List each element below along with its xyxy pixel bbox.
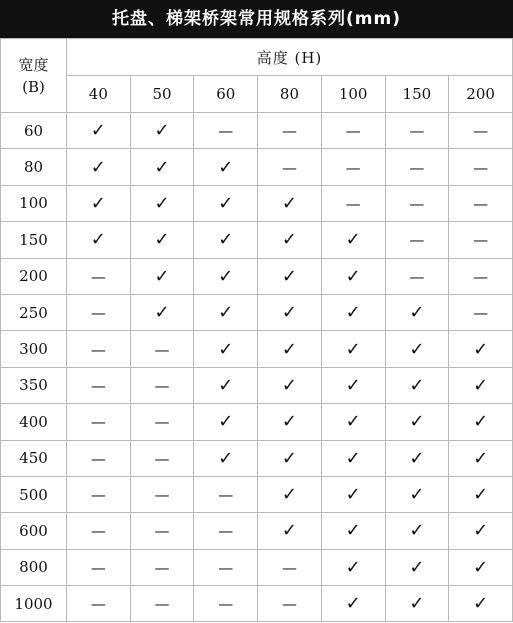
- dash-icon: —: [90, 449, 106, 468]
- table-row: [1, 476, 513, 512]
- dash-icon: —: [218, 558, 234, 577]
- table-cell: [67, 258, 131, 294]
- table-cell: [258, 513, 322, 549]
- check-icon: ✓: [281, 484, 297, 506]
- table-cell: [449, 258, 513, 294]
- check-icon: ✓: [281, 192, 297, 214]
- dash-icon: —: [473, 304, 489, 323]
- width-value: 450: [1, 440, 67, 476]
- check-icon: ✓: [345, 520, 361, 542]
- check-icon: ✓: [281, 411, 297, 433]
- table-cell: [67, 331, 131, 367]
- check-icon: ✓: [281, 447, 297, 469]
- dash-icon: —: [90, 522, 106, 541]
- table-cell: [385, 149, 449, 185]
- table-cell: [321, 113, 385, 149]
- table-cell: [130, 404, 194, 440]
- dash-icon: —: [473, 122, 489, 141]
- check-icon: ✓: [345, 484, 361, 506]
- check-icon: ✓: [154, 229, 170, 251]
- check-icon: ✓: [90, 229, 106, 251]
- dash-icon: —: [473, 231, 489, 250]
- table-row: [1, 367, 513, 403]
- table-cell: [194, 258, 258, 294]
- table-cell: [321, 294, 385, 330]
- table-cell: [449, 113, 513, 149]
- table-cell: [258, 331, 322, 367]
- table-cell: [194, 367, 258, 403]
- table-cell: [321, 331, 385, 367]
- dash-icon: —: [473, 158, 489, 177]
- height-col-header: 80: [258, 76, 322, 113]
- table-cell: [258, 222, 322, 258]
- check-icon: ✓: [154, 156, 170, 178]
- check-icon: ✓: [281, 265, 297, 287]
- table-cell: [449, 367, 513, 403]
- table-cell: [194, 440, 258, 476]
- check-icon: ✓: [90, 192, 106, 214]
- table-cell: [449, 185, 513, 221]
- table-cell: [130, 440, 194, 476]
- table-cell: [130, 258, 194, 294]
- check-icon: ✓: [345, 556, 361, 578]
- table-body: [1, 113, 513, 622]
- width-value: 100: [1, 185, 67, 221]
- height-col-header: 60: [194, 76, 258, 113]
- width-value: 600: [1, 513, 67, 549]
- check-icon: ✓: [473, 520, 489, 542]
- table-cell: [67, 404, 131, 440]
- table-row: [1, 185, 513, 221]
- dash-icon: —: [154, 486, 170, 505]
- table-cell: [449, 331, 513, 367]
- check-icon: ✓: [154, 302, 170, 324]
- table-cell: [67, 294, 131, 330]
- check-icon: ✓: [281, 229, 297, 251]
- table-row: [1, 294, 513, 330]
- dash-icon: —: [281, 158, 297, 177]
- table-cell: [258, 404, 322, 440]
- table-cell: [321, 549, 385, 585]
- table-title: 托盘、梯架桥架常用规格系列(mm): [0, 0, 513, 38]
- table-cell: [321, 440, 385, 476]
- table-cell: [258, 185, 322, 221]
- table-cell: [194, 549, 258, 585]
- table-cell: [385, 404, 449, 440]
- dash-icon: —: [90, 267, 106, 286]
- check-icon: ✓: [409, 338, 425, 360]
- dash-icon: —: [345, 194, 361, 213]
- dash-icon: —: [281, 122, 297, 141]
- height-col-header: 150: [385, 76, 449, 113]
- width-value: 1000: [1, 586, 67, 622]
- table-cell: [321, 222, 385, 258]
- check-icon: ✓: [218, 411, 234, 433]
- table-cell: [321, 258, 385, 294]
- table-cell: [130, 149, 194, 185]
- table-cell: [194, 476, 258, 512]
- height-col-header: 200: [449, 76, 513, 113]
- table-cell: [258, 586, 322, 622]
- check-icon: ✓: [154, 265, 170, 287]
- dash-icon: —: [281, 558, 297, 577]
- check-icon: ✓: [473, 447, 489, 469]
- dash-icon: —: [218, 122, 234, 141]
- dash-icon: —: [345, 122, 361, 141]
- table-cell: [258, 476, 322, 512]
- dash-icon: —: [90, 558, 106, 577]
- dash-icon: —: [90, 376, 106, 395]
- dash-icon: —: [409, 194, 425, 213]
- header-row-1: [1, 39, 513, 76]
- dash-icon: —: [154, 413, 170, 432]
- table-cell: [385, 294, 449, 330]
- check-icon: ✓: [345, 411, 361, 433]
- check-icon: ✓: [345, 265, 361, 287]
- table-cell: [449, 440, 513, 476]
- width-header-label: 宽度: [18, 55, 49, 74]
- check-icon: ✓: [473, 374, 489, 396]
- table-cell: [321, 185, 385, 221]
- check-icon: ✓: [345, 302, 361, 324]
- table-cell: [258, 113, 322, 149]
- check-icon: ✓: [154, 192, 170, 214]
- table-cell: [449, 149, 513, 185]
- table-cell: [67, 476, 131, 512]
- dash-icon: —: [409, 122, 425, 141]
- check-icon: ✓: [473, 484, 489, 506]
- width-value: 80: [1, 149, 67, 185]
- table-cell: [130, 113, 194, 149]
- table-cell: [449, 404, 513, 440]
- table-cell: [67, 113, 131, 149]
- table-cell: [385, 476, 449, 512]
- width-value: 800: [1, 549, 67, 585]
- table-cell: [67, 367, 131, 403]
- table-cell: [449, 549, 513, 585]
- table-row: [1, 149, 513, 185]
- table-cell: [449, 586, 513, 622]
- check-icon: ✓: [218, 338, 234, 360]
- table-cell: [67, 549, 131, 585]
- check-icon: ✓: [281, 338, 297, 360]
- dash-icon: —: [218, 595, 234, 614]
- header-row-2: [1, 76, 513, 113]
- check-icon: ✓: [409, 484, 425, 506]
- width-value: 400: [1, 404, 67, 440]
- table-cell: [449, 294, 513, 330]
- table-cell: [385, 586, 449, 622]
- dash-icon: —: [345, 158, 361, 177]
- check-icon: ✓: [409, 593, 425, 615]
- table-cell: [385, 513, 449, 549]
- check-icon: ✓: [281, 520, 297, 542]
- dash-icon: —: [409, 267, 425, 286]
- dash-icon: —: [154, 376, 170, 395]
- width-value: 350: [1, 367, 67, 403]
- check-icon: ✓: [218, 156, 234, 178]
- check-icon: ✓: [218, 265, 234, 287]
- table-cell: [321, 367, 385, 403]
- table-cell: [194, 404, 258, 440]
- dash-icon: —: [409, 158, 425, 177]
- width-value: 250: [1, 294, 67, 330]
- check-icon: ✓: [90, 156, 106, 178]
- dash-icon: —: [154, 449, 170, 468]
- table-cell: [449, 476, 513, 512]
- check-icon: ✓: [345, 374, 361, 396]
- table-cell: [258, 367, 322, 403]
- spec-table: [0, 38, 513, 622]
- check-icon: ✓: [281, 374, 297, 396]
- height-col-header: 40: [67, 76, 131, 113]
- width-value: 500: [1, 476, 67, 512]
- table-cell: [130, 331, 194, 367]
- table-cell: [194, 331, 258, 367]
- table-cell: [258, 258, 322, 294]
- table-cell: [385, 440, 449, 476]
- check-icon: ✓: [473, 593, 489, 615]
- table-cell: [67, 440, 131, 476]
- check-icon: ✓: [409, 556, 425, 578]
- table-cell: [258, 149, 322, 185]
- table-row: [1, 331, 513, 367]
- table-cell: [194, 113, 258, 149]
- check-icon: ✓: [409, 520, 425, 542]
- table-cell: [194, 222, 258, 258]
- dash-icon: —: [154, 522, 170, 541]
- table-cell: [130, 586, 194, 622]
- table-row: [1, 513, 513, 549]
- dash-icon: —: [154, 340, 170, 359]
- table-cell: [385, 222, 449, 258]
- dash-icon: —: [154, 595, 170, 614]
- table-cell: [385, 258, 449, 294]
- table-cell: [385, 331, 449, 367]
- width-value: 300: [1, 331, 67, 367]
- dash-icon: —: [473, 194, 489, 213]
- check-icon: ✓: [218, 374, 234, 396]
- dash-icon: —: [90, 486, 106, 505]
- dash-icon: —: [409, 231, 425, 250]
- check-icon: ✓: [409, 411, 425, 433]
- table-row: [1, 222, 513, 258]
- check-icon: ✓: [409, 302, 425, 324]
- table-cell: [130, 476, 194, 512]
- width-value: 200: [1, 258, 67, 294]
- table-cell: [67, 586, 131, 622]
- table-cell: [67, 222, 131, 258]
- table-cell: [449, 513, 513, 549]
- check-icon: ✓: [409, 374, 425, 396]
- width-value: 150: [1, 222, 67, 258]
- check-icon: ✓: [473, 411, 489, 433]
- check-icon: ✓: [345, 447, 361, 469]
- table-cell: [130, 185, 194, 221]
- table-cell: [130, 513, 194, 549]
- table-cell: [194, 185, 258, 221]
- dash-icon: —: [90, 413, 106, 432]
- table-row: [1, 440, 513, 476]
- dash-icon: —: [90, 304, 106, 323]
- dash-icon: —: [90, 595, 106, 614]
- width-value: 60: [1, 113, 67, 149]
- check-icon: ✓: [345, 229, 361, 251]
- height-col-header: 100: [321, 76, 385, 113]
- check-icon: ✓: [154, 120, 170, 142]
- table-cell: [449, 222, 513, 258]
- table-cell: [130, 549, 194, 585]
- check-icon: ✓: [218, 229, 234, 251]
- table-cell: [130, 367, 194, 403]
- check-icon: ✓: [473, 556, 489, 578]
- table-cell: [258, 440, 322, 476]
- table-cell: [385, 549, 449, 585]
- table-cell: [321, 513, 385, 549]
- dash-icon: —: [281, 595, 297, 614]
- table-row: [1, 404, 513, 440]
- table-cell: [385, 367, 449, 403]
- table-row: [1, 549, 513, 585]
- table-cell: [67, 513, 131, 549]
- check-icon: ✓: [409, 447, 425, 469]
- table-cell: [321, 149, 385, 185]
- height-col-header: 50: [130, 76, 194, 113]
- dash-icon: —: [218, 522, 234, 541]
- table-row: [1, 586, 513, 622]
- check-icon: ✓: [218, 192, 234, 214]
- table-cell: [130, 294, 194, 330]
- check-icon: ✓: [345, 338, 361, 360]
- table-cell: [258, 549, 322, 585]
- check-icon: ✓: [218, 302, 234, 324]
- check-icon: ✓: [473, 338, 489, 360]
- table-cell: [321, 586, 385, 622]
- table-cell: [321, 476, 385, 512]
- dash-icon: —: [473, 267, 489, 286]
- table-cell: [67, 185, 131, 221]
- dash-icon: —: [218, 486, 234, 505]
- table-cell: [194, 294, 258, 330]
- check-icon: ✓: [345, 593, 361, 615]
- table-row: [1, 113, 513, 149]
- table-cell: [130, 222, 194, 258]
- table-cell: [194, 586, 258, 622]
- table-cell: [194, 513, 258, 549]
- check-icon: ✓: [281, 302, 297, 324]
- dash-icon: —: [90, 340, 106, 359]
- table-cell: [67, 149, 131, 185]
- check-icon: ✓: [90, 120, 106, 142]
- height-header: 高度 (H): [67, 39, 513, 76]
- width-header: [1, 39, 67, 113]
- check-icon: ✓: [218, 447, 234, 469]
- width-header-unit: (B): [22, 77, 45, 96]
- table-cell: [194, 149, 258, 185]
- table-cell: [321, 404, 385, 440]
- table-row: [1, 258, 513, 294]
- table-cell: [385, 113, 449, 149]
- dash-icon: —: [154, 558, 170, 577]
- table-cell: [258, 294, 322, 330]
- table-cell: [385, 185, 449, 221]
